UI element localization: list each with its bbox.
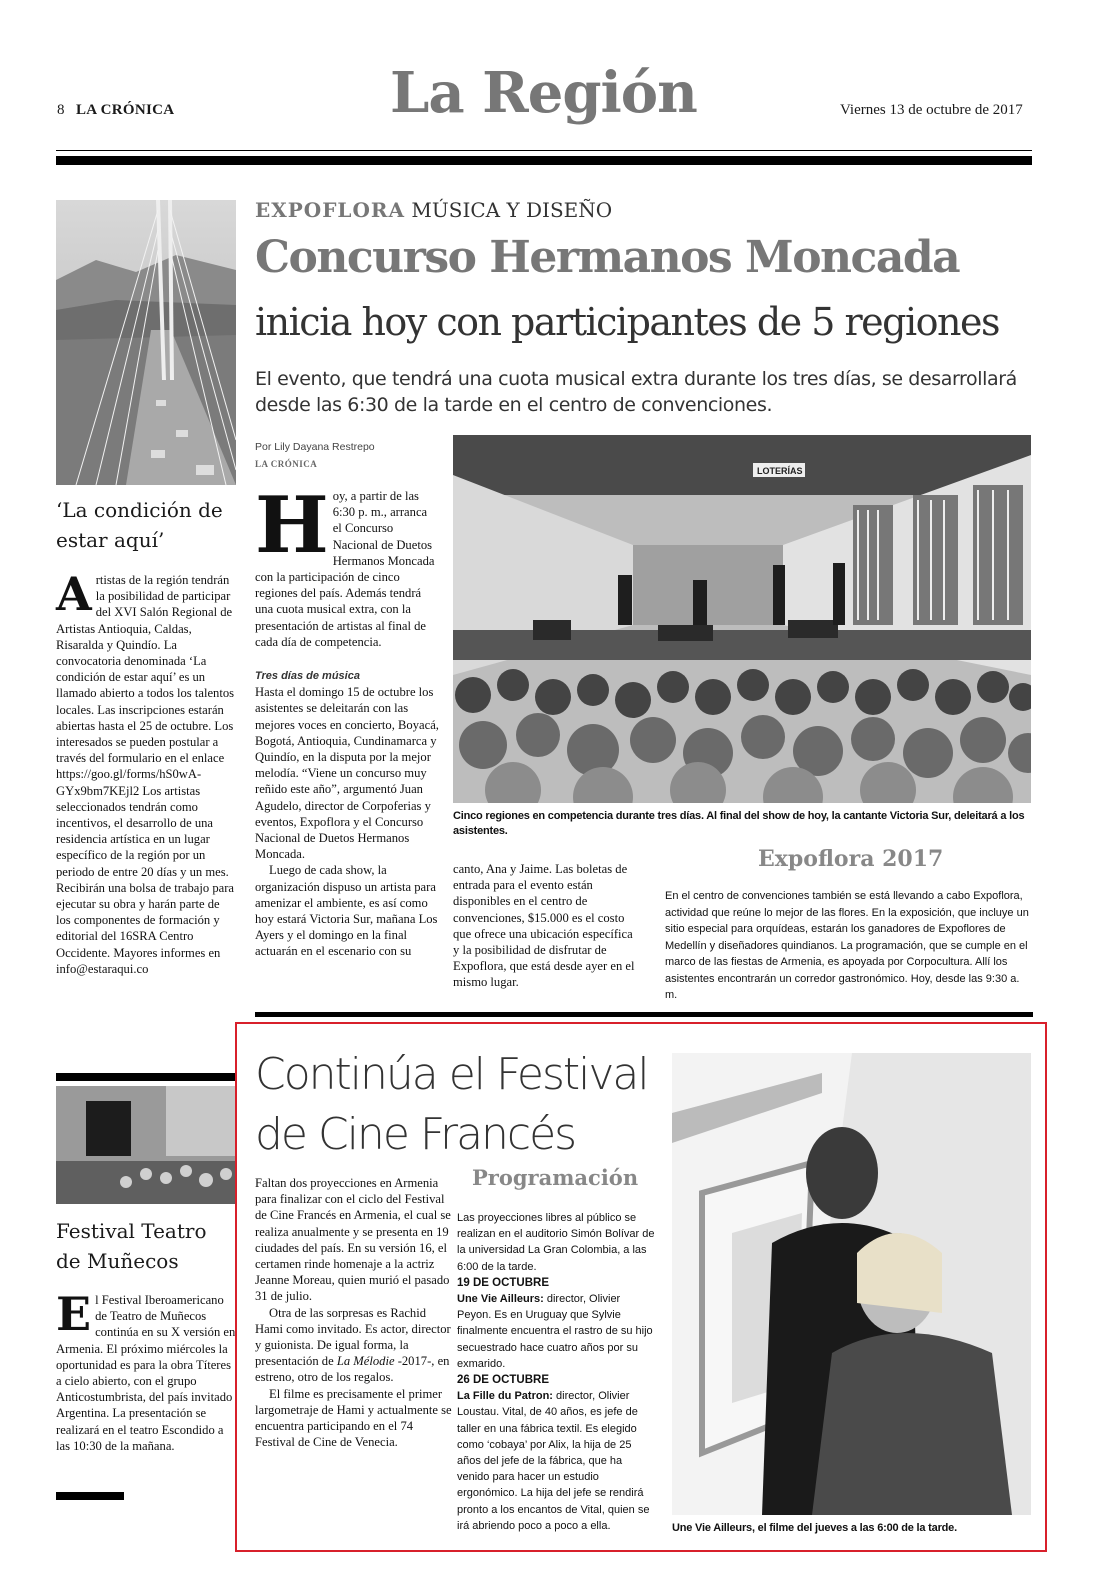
film-1-name: Une Vie Ailleurs:: [457, 1293, 544, 1306]
article-deck: El evento, que tendrá una cuota musical extra durante los tres días, se desarrollará desde las 6:30 de la tarde en el centro de convenciones.: [255, 368, 1017, 416]
film-still-photo: [672, 1053, 1031, 1515]
article-para-2: Hasta el domingo 15 de octubre los asistentes se deleitarán con las mejores voces en concierto, Boyacá, Bogotá, Antioquia, Cundinamarca y Quindío, en la disputa por la mejor melodía. “Viene un concurso muy reñido este año”, argumentó Juan Agudelo, director de Corpoferias y eventos, Expoflora y el Concurso Nacional de Duetos Hermanos Moncada.: [255, 685, 439, 862]
article-kicker: [255, 198, 612, 222]
sidebar-top-text: rtistas de la región tendrán la posibilidad de participar del XVI Salón Regional de Artistas Antioquia, Caldas, Risaralda y Quindío. La convocatoria denominada ‘La condición de estar aquí’ es un llamado abierto a todos los talentos locales. Las inscripciones estarán abiertas hasta el 25 de octubre. Los interesados se pueden postular a través del formulario en el enlace https://goo.gl/forms/hS0wA-GYx9bm7KEjl2 Los artistas seleccionados tendrán como incentivos, el desarrollo de una residencia artística en un lugar específico de la región por un periodo de entre 20 días y un mes. Recibirán una bolsa de trabajo para ejecutar su obra y harán parte de los componentes de formación y editorial del 16SRA Centro Occidente. Mayores informes en info@estaraqui.co: [56, 573, 235, 976]
masthead-thick-rule: [56, 156, 1032, 165]
sidebar-top-title: ‘La condición de estar aquí’: [56, 498, 223, 552]
concert-stage-photo: [453, 435, 1031, 803]
concert-photo-caption: Cinco regiones en competencia durante tres días. Al final del show de hoy, la cantante Victoria Sur, deleitará a los asistentes.: [453, 810, 1025, 837]
headline-secondary: inicia hoy con participantes de 5 regiones: [255, 300, 999, 344]
film-title-la-melodie: La Mélodie: [336, 1354, 395, 1369]
programacion-date-2: 26 DE OCTUBRE: [457, 1374, 550, 1387]
film-2-text: director, Olivier Loustau. Vital, de 40 años, es jefe de taller en una fábrica textil. Es elegido como ‘cobaya’ por Alix, la hija de 25 años del jefe de la fábrica, que ha venido para hacer un estudio ergonómico. La hija del jefe se rendirá pronto a los encantos de Vital, quien se irá abriendo poco a poco a ella.: [457, 1390, 650, 1532]
article-lead: oy, a partir de las 6:30 p. m., arranca el Concurso Nacional de Duetos Hermanos Moncada con la participación de cinco regiones del país. Además tendrá una cuota musical extra, con la presentación de artistas al final de cada día de competencia.: [255, 489, 435, 649]
festival-para-3: El filme es precisamente el primer largometraje de Hami y actualmente se encuentra participando en el 74 Festival de Cine de Venecia.: [255, 1386, 452, 1450]
festival-para-1: Faltan dos proyecciones en Armenia para finalizar con el ciclo del Festival de Cine Francés en Armenia, el cual se realiza anualmente y se presenta en 19 ciudades del país. En su versión 16, el certamen rinde homenaje a la actriz Jeanne Moreau, quien murió el pasado 31 de julio.: [255, 1176, 451, 1304]
section-title: La Región: [390, 60, 697, 126]
festival-para-2: [255, 1305, 455, 1386]
paper-name: LA CRÓNICA: [76, 102, 175, 118]
programacion-title: Programación: [472, 1165, 639, 1190]
film-2-name: La Fille du Patron:: [457, 1390, 553, 1403]
byline: Por Lily Dayana Restrepo: [255, 441, 375, 453]
festival-title: Continúa el Festival de Cine Francés: [255, 1049, 648, 1160]
headline-main: Concurso Hermanos Moncada: [255, 232, 960, 283]
column-end-bar: [56, 1492, 124, 1500]
issue-date: Viernes 13 de octubre de 2017: [840, 102, 1023, 118]
page-number: 8: [57, 102, 65, 118]
film-1-text: director, Olivier Peyon. Es en Uruguay que Sylvie finalmente encuentra el rastro de su hijo secuestrado hace cuatro años por su exmarido.: [457, 1293, 653, 1370]
sidebar-bottom-text: l Festival Iberoamericano de Teatro de Muñecos continúa en su X versión en Armenia. El próximo miércoles la oportunidad es para la obra Títeres a cielo abierto, con el grupo Anticostumbrista, del país invitado Argentina. La presentación se realizará en el teatro Escondido a las 10:30 de la mañana.: [56, 1293, 236, 1453]
article-body-column-2: canto, Ana y Jaime. Las boletas de entrada para el evento están disponibles en el centro de convenciones, $15.000 es el costo que ofrece una ubicación específica y la posibilidad de disfrutar de Expoflora, que está desde ayer en el mismo lugar.: [453, 862, 635, 990]
stage-sign-text: LOTERÍAS: [757, 466, 803, 476]
festival-para-2b: -2017-, en estreno, otro de los regalos.: [255, 1354, 450, 1385]
bridge-photo: [56, 200, 236, 485]
festival-para-2a: Otra de las sorpresas es Rachid Hami como invitado. Es actor, director y guionista. De igual forma, la presentación de: [255, 1305, 451, 1369]
article-dropcap: H: [255, 488, 329, 571]
sidebar-bottom-body: [56, 1287, 236, 1454]
expoflora-body: En el centro de convenciones también se está llevando a cabo Expoflora, actividad que reúne lo mejor de las flores. En la exposición, que incluye un sitio especial para orquídeas, estarán los ganadores de Expoflores de Medellín y diseñadores quindianos. La programación, que se cumple en el marco de las fiestas de Armenia, es apoyada por Corpocultura. Allí los asistentes encontrarán un corredor gastronómico. Hoy, desde las 9:30 a. m.: [665, 890, 1029, 1001]
article-para-3: Luego de cada show, la organización dispuso un artista para amenizar el ambiente, es así como hoy estará Victoria Sur, mañana Los Ayers y el domingo en la final actuarán en el escenario con su: [255, 863, 438, 959]
programacion-film-2: [457, 1388, 655, 1534]
article-subhead: Tres días de música: [255, 670, 360, 683]
sidebar-top-body: [56, 567, 236, 977]
masthead-thin-rule: [56, 150, 1032, 151]
programacion-body: [457, 1210, 655, 1534]
sidebar-divider-bar: [56, 1073, 236, 1081]
festival-body: [255, 1175, 455, 1450]
byline-org: LA CRÓNICA: [255, 459, 318, 469]
programacion-film-1: [457, 1291, 655, 1372]
film-photo-caption: Une Vie Ailleurs, el filme del jueves a las 6:00 de la tarde.: [672, 1522, 957, 1534]
sidebar-bottom-dropcap: E: [56, 1287, 92, 1341]
programacion-date-1: 19 DE OCTUBRE: [457, 1276, 550, 1289]
sidebar-bottom-title: Festival Teatro de Muñecos: [56, 1219, 207, 1273]
section-divider-rule: [255, 1012, 1033, 1017]
sidebar-top-dropcap: A: [56, 567, 92, 621]
expoflora-title: Expoflora 2017: [758, 846, 944, 872]
kicker-rest: MÚSICA Y DISEÑO: [411, 198, 613, 222]
puppet-theater-photo: [56, 1086, 236, 1204]
kicker-bold: EXPOFLORA: [255, 198, 406, 222]
article-body-column-1: [255, 488, 439, 960]
programacion-intro: Las proyecciones libres al público se realizan en el auditorio Simón Bolívar de la universidad La Gran Colombia, a las 6:00 de la tarde.: [457, 1212, 655, 1273]
